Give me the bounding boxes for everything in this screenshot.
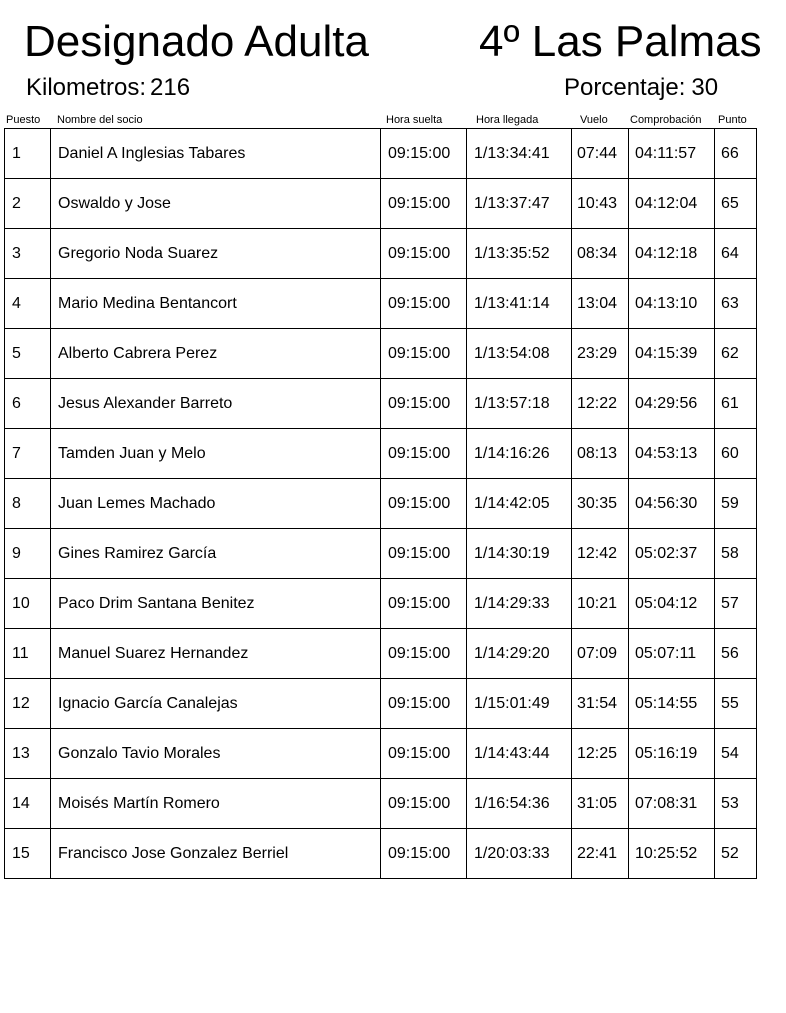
member-name-cell: Moisés Martín Romero xyxy=(51,779,381,829)
puesto-cell: 8 xyxy=(5,479,51,529)
column-header-comprobacion: Comprobación xyxy=(630,114,702,126)
table-row xyxy=(5,629,757,679)
check-time-cell: 07:08:31 xyxy=(629,779,715,829)
flight-time-cell: 31:05 xyxy=(572,779,629,829)
flight-time-cell: 12:22 xyxy=(572,379,629,429)
table-row xyxy=(5,679,757,729)
puesto-cell: 5 xyxy=(5,329,51,379)
member-name-cell: Francisco Jose Gonzalez Berriel xyxy=(51,829,381,879)
percentage-label: Porcentaje: xyxy=(564,74,686,101)
arrival-time-cell: 1/20:03:33 xyxy=(467,829,572,879)
member-name-cell: Gonzalo Tavio Morales xyxy=(51,729,381,779)
points-cell: 61 xyxy=(715,379,757,429)
points-cell: 65 xyxy=(715,179,757,229)
table-row xyxy=(5,829,757,879)
flight-time-cell: 30:35 xyxy=(572,479,629,529)
release-time-cell: 09:15:00 xyxy=(381,729,467,779)
release-time-cell: 09:15:00 xyxy=(381,279,467,329)
release-time-cell: 09:15:00 xyxy=(381,329,467,379)
release-time-cell: 09:15:00 xyxy=(381,629,467,679)
flight-time-cell: 10:21 xyxy=(572,579,629,629)
points-cell: 52 xyxy=(715,829,757,879)
flight-time-cell: 23:29 xyxy=(572,329,629,379)
puesto-cell: 2 xyxy=(5,179,51,229)
points-cell: 59 xyxy=(715,479,757,529)
release-time-cell: 09:15:00 xyxy=(381,129,467,179)
release-time-cell: 09:15:00 xyxy=(381,779,467,829)
puesto-cell: 6 xyxy=(5,379,51,429)
points-cell: 66 xyxy=(715,129,757,179)
member-name-cell: Ignacio García Canalejas xyxy=(51,679,381,729)
flight-time-cell: 31:54 xyxy=(572,679,629,729)
member-name-cell: Tamden Juan y Melo xyxy=(51,429,381,479)
table-row xyxy=(5,729,757,779)
points-cell: 58 xyxy=(715,529,757,579)
table-row xyxy=(5,329,757,379)
flight-time-cell: 22:41 xyxy=(572,829,629,879)
arrival-time-cell: 1/14:16:26 xyxy=(467,429,572,479)
release-time-cell: 09:15:00 xyxy=(381,529,467,579)
check-time-cell: 05:02:37 xyxy=(629,529,715,579)
table-row xyxy=(5,129,757,179)
arrival-time-cell: 1/16:54:36 xyxy=(467,779,572,829)
flight-time-cell: 08:13 xyxy=(572,429,629,479)
points-cell: 62 xyxy=(715,329,757,379)
member-name-cell: Mario Medina Bentancort xyxy=(51,279,381,329)
member-name-cell: Jesus Alexander Barreto xyxy=(51,379,381,429)
points-cell: 56 xyxy=(715,629,757,679)
arrival-time-cell: 1/13:35:52 xyxy=(467,229,572,279)
arrival-time-cell: 1/14:29:20 xyxy=(467,629,572,679)
check-time-cell: 05:07:11 xyxy=(629,629,715,679)
table-row xyxy=(5,229,757,279)
table-row xyxy=(5,279,757,329)
check-time-cell: 04:11:57 xyxy=(629,129,715,179)
points-cell: 63 xyxy=(715,279,757,329)
arrival-time-cell: 1/13:41:14 xyxy=(467,279,572,329)
points-cell: 55 xyxy=(715,679,757,729)
puesto-cell: 13 xyxy=(5,729,51,779)
arrival-time-cell: 1/15:01:49 xyxy=(467,679,572,729)
table-row xyxy=(5,479,757,529)
check-time-cell: 04:13:10 xyxy=(629,279,715,329)
release-time-cell: 09:15:00 xyxy=(381,679,467,729)
member-name-cell: Daniel A Inglesias Tabares xyxy=(51,129,381,179)
table-row xyxy=(5,779,757,829)
check-time-cell: 04:56:30 xyxy=(629,479,715,529)
points-cell: 57 xyxy=(715,579,757,629)
puesto-cell: 10 xyxy=(5,579,51,629)
percentage-line xyxy=(564,73,718,103)
puesto-cell: 14 xyxy=(5,779,51,829)
check-time-cell: 04:12:04 xyxy=(629,179,715,229)
puesto-cell: 15 xyxy=(5,829,51,879)
check-time-cell: 10:25:52 xyxy=(629,829,715,879)
flight-time-cell: 13:04 xyxy=(572,279,629,329)
flight-time-cell: 10:43 xyxy=(572,179,629,229)
check-time-cell: 05:16:19 xyxy=(629,729,715,779)
column-header-nombre: Nombre del socio xyxy=(57,114,143,126)
table-row xyxy=(5,579,757,629)
arrival-time-cell: 1/13:34:41 xyxy=(467,129,572,179)
percentage-value: 30 xyxy=(691,74,719,101)
release-time-cell: 09:15:00 xyxy=(381,829,467,879)
race-location: 4º Las Palmas xyxy=(479,17,762,66)
kilometers-label: Kilometros: xyxy=(26,74,147,101)
arrival-time-cell: 1/13:37:47 xyxy=(467,179,572,229)
flight-time-cell: 07:44 xyxy=(572,129,629,179)
release-time-cell: 09:15:00 xyxy=(381,579,467,629)
flight-time-cell: 12:42 xyxy=(572,529,629,579)
member-name-cell: Manuel Suarez Hernandez xyxy=(51,629,381,679)
column-header-punto: Punto xyxy=(718,114,747,126)
table-row xyxy=(5,529,757,579)
check-time-cell: 04:29:56 xyxy=(629,379,715,429)
puesto-cell: 7 xyxy=(5,429,51,479)
flight-time-cell: 12:25 xyxy=(572,729,629,779)
arrival-time-cell: 1/14:29:33 xyxy=(467,579,572,629)
check-time-cell: 05:14:55 xyxy=(629,679,715,729)
points-cell: 53 xyxy=(715,779,757,829)
points-cell: 54 xyxy=(715,729,757,779)
column-header-puesto: Puesto xyxy=(6,114,41,126)
arrival-time-cell: 1/14:43:44 xyxy=(467,729,572,779)
member-name-cell: Gregorio Noda Suarez xyxy=(51,229,381,279)
puesto-cell: 1 xyxy=(5,129,51,179)
kilometers-line xyxy=(26,73,190,103)
table-row xyxy=(5,179,757,229)
results-table xyxy=(4,128,757,879)
arrival-time-cell: 1/13:54:08 xyxy=(467,329,572,379)
arrival-time-cell: 1/13:57:18 xyxy=(467,379,572,429)
check-time-cell: 04:12:18 xyxy=(629,229,715,279)
points-cell: 64 xyxy=(715,229,757,279)
release-time-cell: 09:15:00 xyxy=(381,179,467,229)
release-time-cell: 09:15:00 xyxy=(381,429,467,479)
puesto-cell: 9 xyxy=(5,529,51,579)
flight-time-cell: 08:34 xyxy=(572,229,629,279)
kilometers-value: 216 xyxy=(150,74,191,101)
member-name-cell: Alberto Cabrera Perez xyxy=(51,329,381,379)
release-time-cell: 09:15:00 xyxy=(381,379,467,429)
check-time-cell: 05:04:12 xyxy=(629,579,715,629)
puesto-cell: 12 xyxy=(5,679,51,729)
arrival-time-cell: 1/14:42:05 xyxy=(467,479,572,529)
table-row xyxy=(5,429,757,479)
member-name-cell: Paco Drim Santana Benitez xyxy=(51,579,381,629)
release-time-cell: 09:15:00 xyxy=(381,479,467,529)
column-header-hora-suelta: Hora suelta xyxy=(386,114,443,126)
puesto-cell: 11 xyxy=(5,629,51,679)
column-header-hora-llegada: Hora llegada xyxy=(476,114,539,126)
puesto-cell: 3 xyxy=(5,229,51,279)
points-cell: 60 xyxy=(715,429,757,479)
release-time-cell: 09:15:00 xyxy=(381,229,467,279)
member-name-cell: Juan Lemes Machado xyxy=(51,479,381,529)
flight-time-cell: 07:09 xyxy=(572,629,629,679)
report-title: Designado Adulta xyxy=(24,17,369,66)
puesto-cell: 4 xyxy=(5,279,51,329)
member-name-cell: Gines Ramirez García xyxy=(51,529,381,579)
table-row xyxy=(5,379,757,429)
column-header-vuelo: Vuelo xyxy=(580,114,608,126)
member-name-cell: Oswaldo y Jose xyxy=(51,179,381,229)
arrival-time-cell: 1/14:30:19 xyxy=(467,529,572,579)
check-time-cell: 04:15:39 xyxy=(629,329,715,379)
check-time-cell: 04:53:13 xyxy=(629,429,715,479)
